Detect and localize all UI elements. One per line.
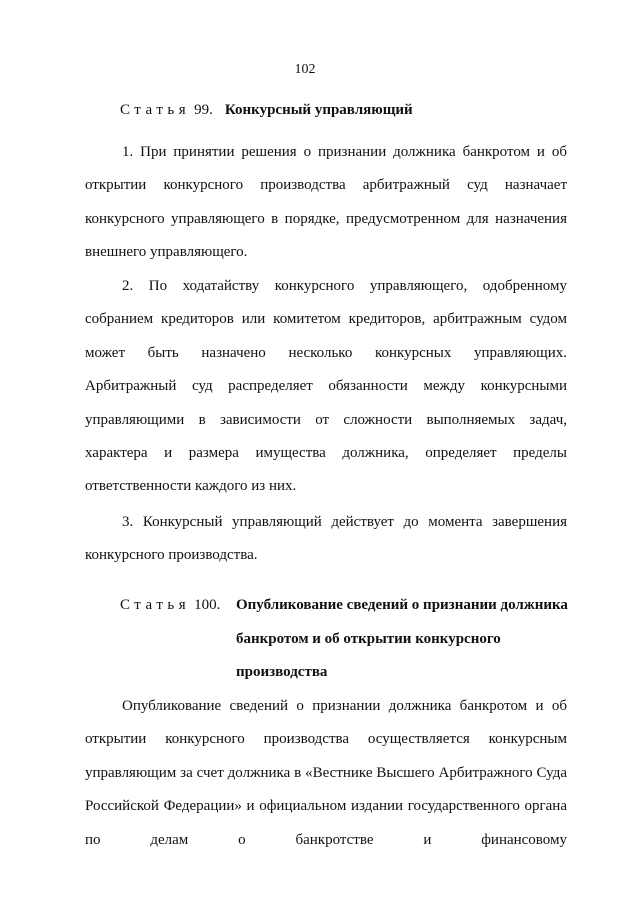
article-100-heading	[120, 597, 568, 680]
article-100-paragraph-1: Опубликование сведений о признании должника банкротом и об открытии конкурсного производства осуществляется конкурсным управляющим за счет должника в «Вестнике Высшего Арбитражного Суда Российской Федерации» и официальном издании государственного органа по делам о банкротстве и финансовому	[85, 698, 567, 848]
article-number: 99.	[194, 102, 213, 118]
article-99-paragraph-1: 1. При принятии решения о признании должника банкротом и об открытии конкурсного производства арбитражный суд назначает конкурсного управляющего в порядке, предусмотренном для назначения внешнего управляющего.	[85, 144, 567, 261]
article-number: 100.	[194, 597, 221, 613]
article-99-paragraph-2: 2. По ходатайству конкурсного управляющего, одобренному собранием кредиторов или комитетом кредиторов, арбитражным судом может быть назначено несколько конкурсных управляющих. Арбитражный суд распределяет обязанности между конкурсными управляющими в зависимости от сложности выполняемых задач, характера и размера имущества должника, определяет пределы ответственности каждого из них.	[85, 278, 567, 495]
article-title: Конкурсный управляющий	[224, 102, 413, 118]
article-99-paragraph-3: 3. Конкурсный управляющий действует до момента завершения конкурсного производства.	[85, 514, 567, 564]
page-number: 102	[294, 62, 316, 77]
article-label: Статья	[120, 597, 191, 613]
article-99-heading	[120, 102, 413, 119]
article-label: Статья	[120, 102, 191, 118]
article-title: Опубликование сведений о признании должника банкротом и об открытии конкурсного производства	[236, 597, 568, 680]
